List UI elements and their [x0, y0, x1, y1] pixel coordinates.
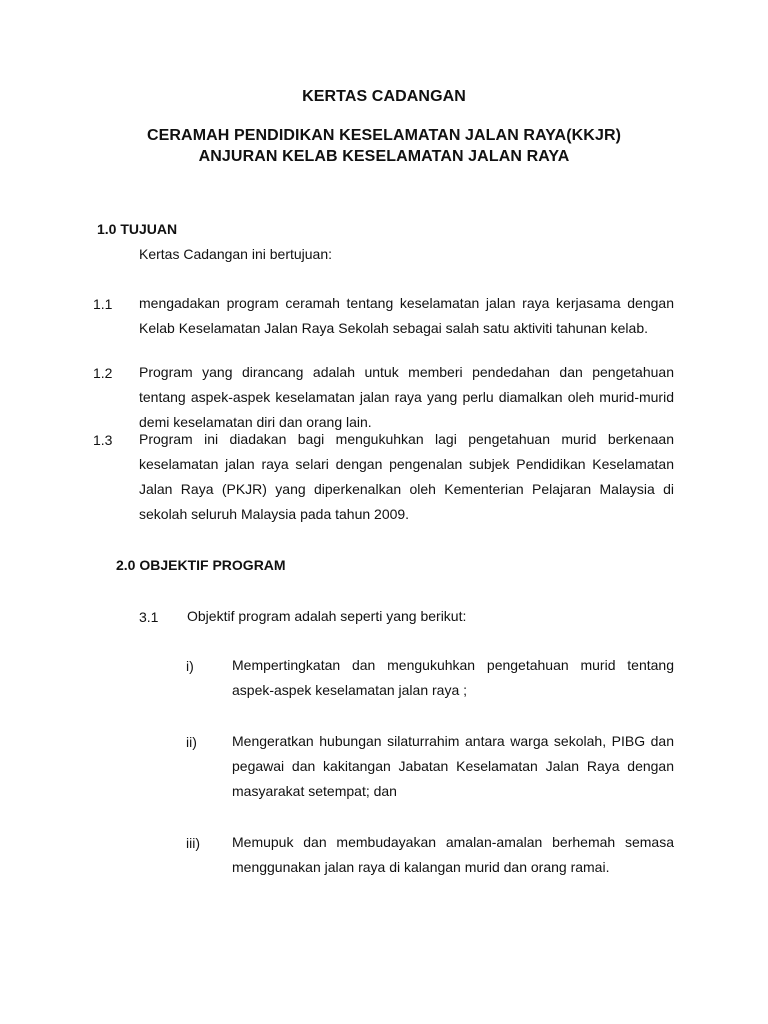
- item-1-2-number: 1.2: [93, 365, 113, 381]
- objective-3-number: iii): [186, 835, 200, 851]
- objective-2-number: ii): [186, 734, 197, 750]
- objective-1-number: i): [186, 658, 194, 674]
- objective-1-text: Mempertingkatan dan mengukuhkan pengetahuan murid tentang aspek-aspek keselamatan jalan raya ;: [232, 657, 674, 698]
- document-subtitle-line2: ANJURAN KELAB KESELAMATAN JALAN RAYA: [198, 148, 570, 165]
- objective-3-text: Memupuk dan membudayakan amalan-amalan berhemah semasa menggunakan jalan raya di kalangan murid dan orang ramai.: [232, 834, 674, 875]
- objective-intro-number: 3.1: [139, 609, 159, 625]
- section2-heading: 2.0 OBJEKTIF PROGRAM: [116, 557, 286, 573]
- section1-heading: 1.0 TUJUAN: [97, 221, 178, 237]
- item-1-1-text: mengadakan program ceramah tentang keselamatan jalan raya kerjasama dengan Kelab Keselamatan Jalan Raya Sekolah sebagai salah satu aktiviti tahunan kelab.: [139, 295, 674, 336]
- item-1-3-text: Program ini diadakan bagi mengukuhkan lagi pengetahuan murid berkenaan keselamatan jalan raya selari dengan pengenalan subjek Pendidikan Keselamatan Jalan Raya (PKJR) yang diperkenalkan oleh Kementerian Pelajaran Malaysia di sekolah seluruh Malaysia pada tahun 2009.: [139, 431, 674, 522]
- objective-intro-text: Objektif program adalah seperti yang berikut:: [187, 608, 467, 624]
- document-title: KERTAS CADANGAN: [302, 88, 466, 105]
- item-1-3-number: 1.3: [93, 432, 113, 448]
- document-subtitle-line1: CERAMAH PENDIDIKAN KESELAMATAN JALAN RAYA(KKJR): [146, 127, 622, 144]
- item-1-1-number: 1.1: [93, 296, 113, 312]
- section1-intro: Kertas Cadangan ini bertujuan:: [139, 246, 333, 262]
- objective-2-text: Mengeratkan hubungan silaturrahim antara warga sekolah, PIBG dan pegawai dan kakitangan Jabatan Keselamatan Jalan Raya dengan masyarakat setempat; dan: [232, 733, 674, 799]
- item-1-2-text: Program yang dirancang adalah untuk memberi pendedahan dan pengetahuan tentang aspek-aspek keselamatan jalan raya yang perlu diamalkan oleh murid-murid demi keselamatan diri dan orang lain.: [139, 364, 674, 430]
